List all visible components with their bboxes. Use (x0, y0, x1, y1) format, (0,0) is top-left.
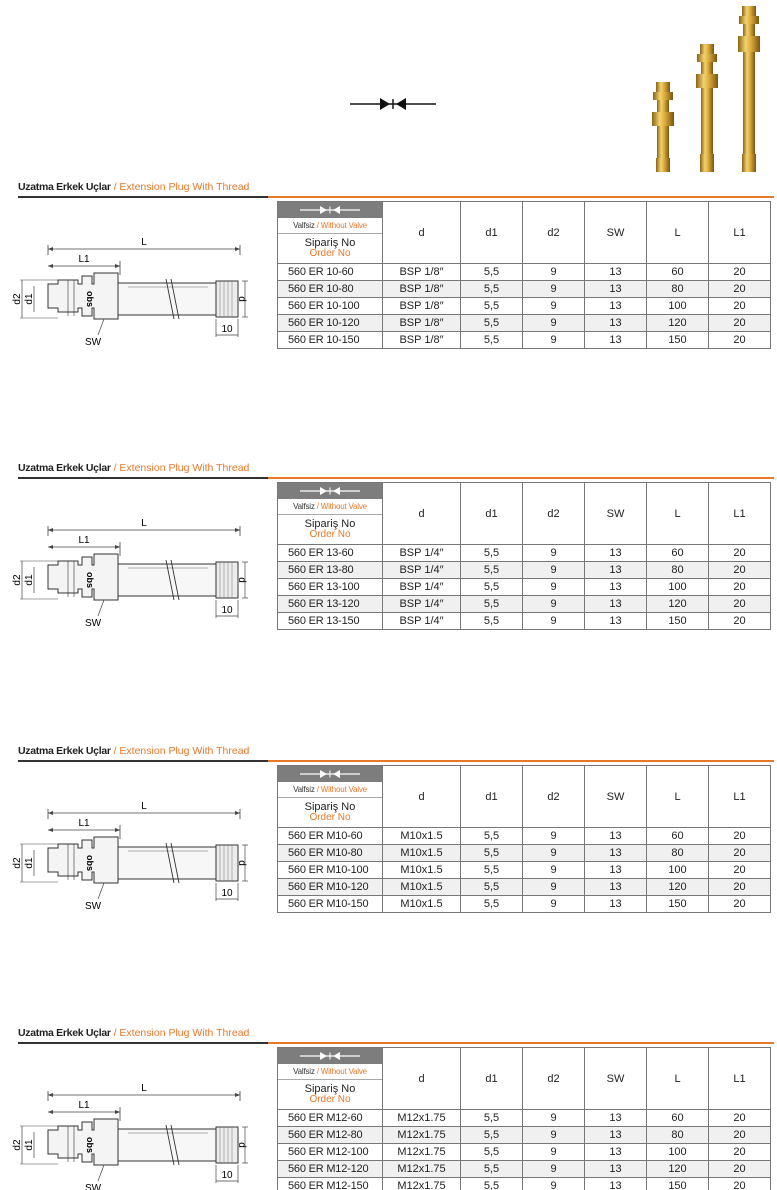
spec-value-cell: 150 (647, 1178, 709, 1190)
spec-value-cell: 5,5 (461, 1127, 523, 1144)
order-header-cell (278, 483, 383, 545)
valve-label (278, 782, 382, 798)
spec-value-cell: 5,5 (461, 298, 523, 315)
spec-value-cell: BSP 1/8″ (383, 298, 461, 315)
valve-label-en: Without Valve (320, 785, 367, 794)
spec-value-cell: 5,5 (461, 562, 523, 579)
col-header: d (383, 202, 461, 264)
spec-value-cell: 9 (523, 879, 585, 896)
spec-value-cell: 80 (647, 1127, 709, 1144)
technical-drawing (8, 510, 248, 630)
spec-table-header (278, 483, 771, 545)
spec-value-cell: 5,5 (461, 879, 523, 896)
spec-value-cell: BSP 1/8″ (383, 315, 461, 332)
dim-label-L: L (141, 801, 147, 812)
spec-value-cell: 9 (523, 828, 585, 845)
valve-label-sep: / (316, 502, 319, 511)
technical-drawing (8, 793, 248, 913)
spec-value-cell: 9 (523, 1110, 585, 1127)
spec-value-cell: 9 (523, 298, 585, 315)
order-number-cell: 560 ER M12-100 (278, 1144, 383, 1161)
spec-value-cell: 20 (709, 1178, 771, 1190)
table-row (278, 1144, 771, 1161)
spec-value-cell: 80 (647, 845, 709, 862)
table-row (278, 1161, 771, 1178)
spec-value-cell: BSP 1/4″ (383, 596, 461, 613)
dim-label-10: 10 (221, 1170, 233, 1181)
order-no-tr: Sipariş No (304, 801, 356, 813)
col-header: d1 (461, 766, 523, 828)
col-header: d (383, 483, 461, 545)
table-row (278, 1110, 771, 1127)
spec-value-cell: 120 (647, 596, 709, 613)
spec-table (277, 1047, 771, 1190)
header-coupling-symbol-icon (278, 1048, 382, 1064)
spec-value-cell: 13 (585, 1127, 647, 1144)
spec-value-cell: 150 (647, 613, 709, 630)
section-title-tr: Uzatma Erkek Uçlar (18, 462, 111, 474)
dim-label-10: 10 (221, 605, 233, 616)
col-header: SW (585, 766, 647, 828)
spec-value-cell: 20 (709, 862, 771, 879)
col-header: d1 (461, 1048, 523, 1110)
spec-table-header (278, 1048, 771, 1110)
col-header: L1 (709, 1048, 771, 1110)
order-number-cell: 560 ER 13-80 (278, 562, 383, 579)
spec-value-cell: 20 (709, 596, 771, 613)
table-row (278, 828, 771, 845)
spec-value-cell: 13 (585, 862, 647, 879)
spec-value-cell: 80 (647, 562, 709, 579)
valve-label-sep: / (316, 221, 319, 230)
spec-value-cell: 20 (709, 332, 771, 349)
spec-value-cell: 5,5 (461, 579, 523, 596)
spec-value-cell: M10x1.5 (383, 896, 461, 913)
table-row (278, 298, 771, 315)
spec-value-cell: 100 (647, 579, 709, 596)
table-row (278, 879, 771, 896)
spec-value-cell: BSP 1/8″ (383, 264, 461, 281)
spec-value-cell: 20 (709, 879, 771, 896)
header-coupling-symbol-icon (278, 483, 382, 499)
table-row (278, 862, 771, 879)
order-number-cell: 560 ER M10-60 (278, 828, 383, 845)
spec-value-cell: 60 (647, 828, 709, 845)
spec-value-cell: 9 (523, 613, 585, 630)
valve-label (278, 1064, 382, 1080)
col-header: d2 (523, 766, 585, 828)
spec-value-cell: 9 (523, 332, 585, 349)
table-row (278, 1127, 771, 1144)
spec-value-cell: M12x1.75 (383, 1144, 461, 1161)
spec-value-cell: 20 (709, 896, 771, 913)
valve-label-tr: Valfsiz (293, 1067, 315, 1076)
spec-value-cell: 5,5 (461, 281, 523, 298)
col-header: L1 (709, 202, 771, 264)
order-no-label (278, 234, 382, 259)
section-rule-dark (18, 760, 268, 762)
order-header-cell (278, 202, 383, 264)
table-row (278, 579, 771, 596)
order-number-cell: 560 ER M12-80 (278, 1127, 383, 1144)
spec-value-cell: 9 (523, 579, 585, 596)
col-header: d1 (461, 483, 523, 545)
spec-value-cell: BSP 1/4″ (383, 579, 461, 596)
col-header: L1 (709, 766, 771, 828)
spec-value-cell: 100 (647, 1144, 709, 1161)
order-number-cell: 560 ER 13-100 (278, 579, 383, 596)
table-row (278, 281, 771, 298)
table-row (278, 332, 771, 349)
section-title-en: Extension Plug With Thread (119, 1027, 250, 1039)
spec-value-cell: 100 (647, 862, 709, 879)
spec-value-cell: 9 (523, 1144, 585, 1161)
brand-mark: obs (85, 571, 95, 589)
dim-label-d2: d2 (12, 574, 23, 586)
dim-label-L1: L1 (78, 535, 90, 546)
spec-table (277, 482, 771, 630)
spec-value-cell: BSP 1/8″ (383, 281, 461, 298)
technical-drawing (8, 229, 248, 349)
order-no-label (278, 515, 382, 540)
spec-value-cell: 13 (585, 545, 647, 562)
spec-value-cell: 20 (709, 1110, 771, 1127)
order-number-cell: 560 ER M10-100 (278, 862, 383, 879)
section-title-tr: Uzatma Erkek Uçlar (18, 1027, 111, 1039)
spec-value-cell: 20 (709, 545, 771, 562)
spec-value-cell: 9 (523, 264, 585, 281)
spec-value-cell: 13 (585, 264, 647, 281)
section-title-sep: / (113, 1027, 117, 1039)
spec-value-cell: 5,5 (461, 332, 523, 349)
spec-value-cell: 9 (523, 862, 585, 879)
col-header: d2 (523, 1048, 585, 1110)
spec-value-cell: 13 (585, 1110, 647, 1127)
spec-value-cell: 120 (647, 1161, 709, 1178)
dim-label-d: d (236, 1142, 247, 1148)
dim-label-L1: L1 (78, 254, 90, 265)
dim-label-10: 10 (221, 324, 233, 335)
brand-mark: obs (85, 1136, 95, 1154)
order-header-cell (278, 766, 383, 828)
valve-label-en: Without Valve (320, 1067, 367, 1076)
product-section-1 (0, 181, 777, 421)
dim-label-L1: L1 (78, 818, 90, 829)
technical-drawing (8, 1075, 248, 1190)
spec-value-cell: 13 (585, 332, 647, 349)
order-number-cell: 560 ER M10-80 (278, 845, 383, 862)
dim-label-L: L (141, 1083, 147, 1094)
dim-label-L1: L1 (78, 1100, 90, 1111)
header-coupling-symbol-icon (278, 766, 382, 782)
col-header: d2 (523, 202, 585, 264)
spec-value-cell: 20 (709, 281, 771, 298)
spec-value-cell: 5,5 (461, 896, 523, 913)
section-rule-orange (268, 196, 774, 198)
spec-value-cell: 20 (709, 298, 771, 315)
spec-value-cell: 120 (647, 315, 709, 332)
spec-value-cell: 13 (585, 1144, 647, 1161)
dim-label-SW: SW (84, 618, 102, 629)
spec-value-cell: 60 (647, 264, 709, 281)
valve-label-tr: Valfsiz (293, 785, 315, 794)
spec-value-cell: 9 (523, 562, 585, 579)
dim-label-L: L (141, 237, 147, 248)
dim-label-d2: d2 (12, 857, 23, 869)
spec-value-cell: 60 (647, 1110, 709, 1127)
section-rule-orange (268, 760, 774, 762)
dim-label-d1: d1 (24, 293, 35, 305)
section-title-en: Extension Plug With Thread (119, 462, 250, 474)
table-row (278, 845, 771, 862)
spec-value-cell: M12x1.75 (383, 1110, 461, 1127)
spec-value-cell: BSP 1/8″ (383, 332, 461, 349)
spec-value-cell: 20 (709, 1161, 771, 1178)
col-header: SW (585, 1048, 647, 1110)
section-title (18, 181, 249, 193)
order-number-cell: 560 ER M12-120 (278, 1161, 383, 1178)
table-row (278, 596, 771, 613)
table-row (278, 896, 771, 913)
dim-label-SW: SW (84, 901, 102, 912)
spec-value-cell: 13 (585, 845, 647, 862)
spec-value-cell: M12x1.75 (383, 1178, 461, 1190)
valve-label (278, 218, 382, 234)
valve-label-tr: Valfsiz (293, 221, 315, 230)
spec-value-cell: 20 (709, 1144, 771, 1161)
section-title-en: Extension Plug With Thread (119, 181, 250, 193)
spec-value-cell: 5,5 (461, 315, 523, 332)
section-title-tr: Uzatma Erkek Uçlar (18, 181, 111, 193)
col-header: d (383, 766, 461, 828)
spec-value-cell: 9 (523, 896, 585, 913)
spec-value-cell: 20 (709, 613, 771, 630)
col-header: SW (585, 483, 647, 545)
spec-value-cell: 9 (523, 281, 585, 298)
spec-value-cell: M12x1.75 (383, 1127, 461, 1144)
spec-value-cell: 80 (647, 281, 709, 298)
spec-value-cell: 9 (523, 845, 585, 862)
spec-value-cell: 13 (585, 879, 647, 896)
section-title-en: Extension Plug With Thread (119, 745, 250, 757)
spec-value-cell: 150 (647, 332, 709, 349)
dim-label-d: d (236, 296, 247, 302)
col-header: SW (585, 202, 647, 264)
spec-table-header (278, 202, 771, 264)
spec-value-cell: 20 (709, 264, 771, 281)
section-title-tr: Uzatma Erkek Uçlar (18, 745, 111, 757)
spec-value-cell: 5,5 (461, 1110, 523, 1127)
dim-label-d1: d1 (24, 857, 35, 869)
spec-value-cell: 9 (523, 1161, 585, 1178)
spec-value-cell: 9 (523, 1178, 585, 1190)
spec-value-cell: 150 (647, 896, 709, 913)
product-section-3 (0, 745, 777, 985)
valve-label-tr: Valfsiz (293, 502, 315, 511)
dim-label-d2: d2 (12, 1139, 23, 1151)
spec-value-cell: 5,5 (461, 1144, 523, 1161)
spec-value-cell: 5,5 (461, 1178, 523, 1190)
coupling-symbol-icon (350, 96, 436, 117)
spec-value-cell: 5,5 (461, 613, 523, 630)
order-number-cell: 560 ER 10-120 (278, 315, 383, 332)
spec-value-cell: 13 (585, 298, 647, 315)
spec-value-cell: 20 (709, 579, 771, 596)
spec-value-cell: 5,5 (461, 845, 523, 862)
spec-value-cell: 20 (709, 828, 771, 845)
product-section-2 (0, 462, 777, 702)
spec-value-cell: BSP 1/4″ (383, 613, 461, 630)
spec-value-cell: 20 (709, 562, 771, 579)
spec-table (277, 765, 771, 913)
dim-label-d1: d1 (24, 1139, 35, 1151)
spec-value-cell: M10x1.5 (383, 862, 461, 879)
spec-value-cell: 9 (523, 1127, 585, 1144)
brand-mark: obs (85, 290, 95, 308)
header-coupling-symbol-icon (278, 202, 382, 218)
order-no-en: Order No (309, 1094, 351, 1105)
section-rule-dark (18, 1042, 268, 1044)
section-title-sep: / (113, 181, 117, 193)
spec-value-cell: BSP 1/4″ (383, 545, 461, 562)
dim-label-L: L (141, 518, 147, 529)
col-header: d (383, 1048, 461, 1110)
spec-value-cell: 13 (585, 1161, 647, 1178)
section-rule-dark (18, 477, 268, 479)
spec-value-cell: 13 (585, 896, 647, 913)
col-header: L (647, 1048, 709, 1110)
spec-value-cell: 13 (585, 1178, 647, 1190)
order-header-cell (278, 1048, 383, 1110)
order-number-cell: 560 ER M10-120 (278, 879, 383, 896)
spec-value-cell: 20 (709, 845, 771, 862)
dim-label-d: d (236, 577, 247, 583)
valve-label-sep: / (316, 1067, 319, 1076)
order-number-cell: 560 ER M10-150 (278, 896, 383, 913)
spec-value-cell: M12x1.75 (383, 1161, 461, 1178)
table-row (278, 264, 771, 281)
table-row (278, 1178, 771, 1190)
order-no-tr: Sipariş No (304, 518, 356, 530)
spec-value-cell: 120 (647, 879, 709, 896)
valve-label-sep: / (316, 785, 319, 794)
brass-plug-product-photo (638, 4, 774, 172)
order-number-cell: 560 ER 10-60 (278, 264, 383, 281)
col-header: L (647, 202, 709, 264)
product-section-4 (0, 1027, 777, 1190)
valve-label-en: Without Valve (320, 502, 367, 511)
order-no-en: Order No (309, 529, 351, 540)
dim-label-SW: SW (84, 337, 102, 348)
dim-label-10: 10 (221, 888, 233, 899)
spec-value-cell: 5,5 (461, 264, 523, 281)
spec-value-cell: 13 (585, 579, 647, 596)
col-header: d1 (461, 202, 523, 264)
spec-value-cell: 20 (709, 1127, 771, 1144)
spec-table (277, 201, 771, 349)
spec-value-cell: 20 (709, 315, 771, 332)
order-number-cell: 560 ER 13-60 (278, 545, 383, 562)
table-row (278, 613, 771, 630)
spec-table-header (278, 766, 771, 828)
spec-value-cell: 5,5 (461, 596, 523, 613)
section-rule-dark (18, 196, 268, 198)
spec-value-cell: BSP 1/4″ (383, 562, 461, 579)
order-number-cell: 560 ER 10-150 (278, 332, 383, 349)
section-rule-orange (268, 1042, 774, 1044)
col-header: L1 (709, 483, 771, 545)
spec-value-cell: 9 (523, 315, 585, 332)
spec-value-cell: M10x1.5 (383, 828, 461, 845)
table-row (278, 545, 771, 562)
valve-label (278, 499, 382, 515)
section-title (18, 745, 249, 757)
spec-value-cell: 5,5 (461, 862, 523, 879)
order-number-cell: 560 ER M12-150 (278, 1178, 383, 1190)
order-number-cell: 560 ER 13-150 (278, 613, 383, 630)
spec-value-cell: 100 (647, 298, 709, 315)
section-title (18, 462, 249, 474)
order-no-label (278, 1080, 382, 1105)
order-number-cell: 560 ER 10-100 (278, 298, 383, 315)
spec-value-cell: 5,5 (461, 1161, 523, 1178)
spec-value-cell: 13 (585, 281, 647, 298)
spec-value-cell: M10x1.5 (383, 845, 461, 862)
table-row (278, 562, 771, 579)
col-header: L (647, 483, 709, 545)
spec-value-cell: 5,5 (461, 545, 523, 562)
section-title-sep: / (113, 745, 117, 757)
spec-value-cell: 13 (585, 613, 647, 630)
order-no-tr: Sipariş No (304, 1083, 356, 1095)
order-no-tr: Sipariş No (304, 237, 356, 249)
order-no-label (278, 798, 382, 823)
spec-value-cell: 9 (523, 545, 585, 562)
col-header: d2 (523, 483, 585, 545)
dim-label-d: d (236, 860, 247, 866)
section-rule-orange (268, 477, 774, 479)
dim-label-d1: d1 (24, 574, 35, 586)
spec-value-cell: 9 (523, 596, 585, 613)
spec-value-cell: M10x1.5 (383, 879, 461, 896)
col-header: L (647, 766, 709, 828)
section-title-sep: / (113, 462, 117, 474)
spec-value-cell: 60 (647, 545, 709, 562)
spec-value-cell: 5,5 (461, 828, 523, 845)
order-number-cell: 560 ER 10-80 (278, 281, 383, 298)
spec-value-cell: 13 (585, 562, 647, 579)
section-title (18, 1027, 249, 1039)
table-row (278, 315, 771, 332)
spec-value-cell: 13 (585, 315, 647, 332)
order-no-en: Order No (309, 248, 351, 259)
order-number-cell: 560 ER M12-60 (278, 1110, 383, 1127)
brand-mark: obs (85, 854, 95, 872)
spec-value-cell: 13 (585, 828, 647, 845)
dim-label-d2: d2 (12, 293, 23, 305)
order-no-en: Order No (309, 812, 351, 823)
order-number-cell: 560 ER 13-120 (278, 596, 383, 613)
dim-label-SW: SW (84, 1183, 102, 1190)
spec-value-cell: 13 (585, 596, 647, 613)
valve-label-en: Without Valve (320, 221, 367, 230)
